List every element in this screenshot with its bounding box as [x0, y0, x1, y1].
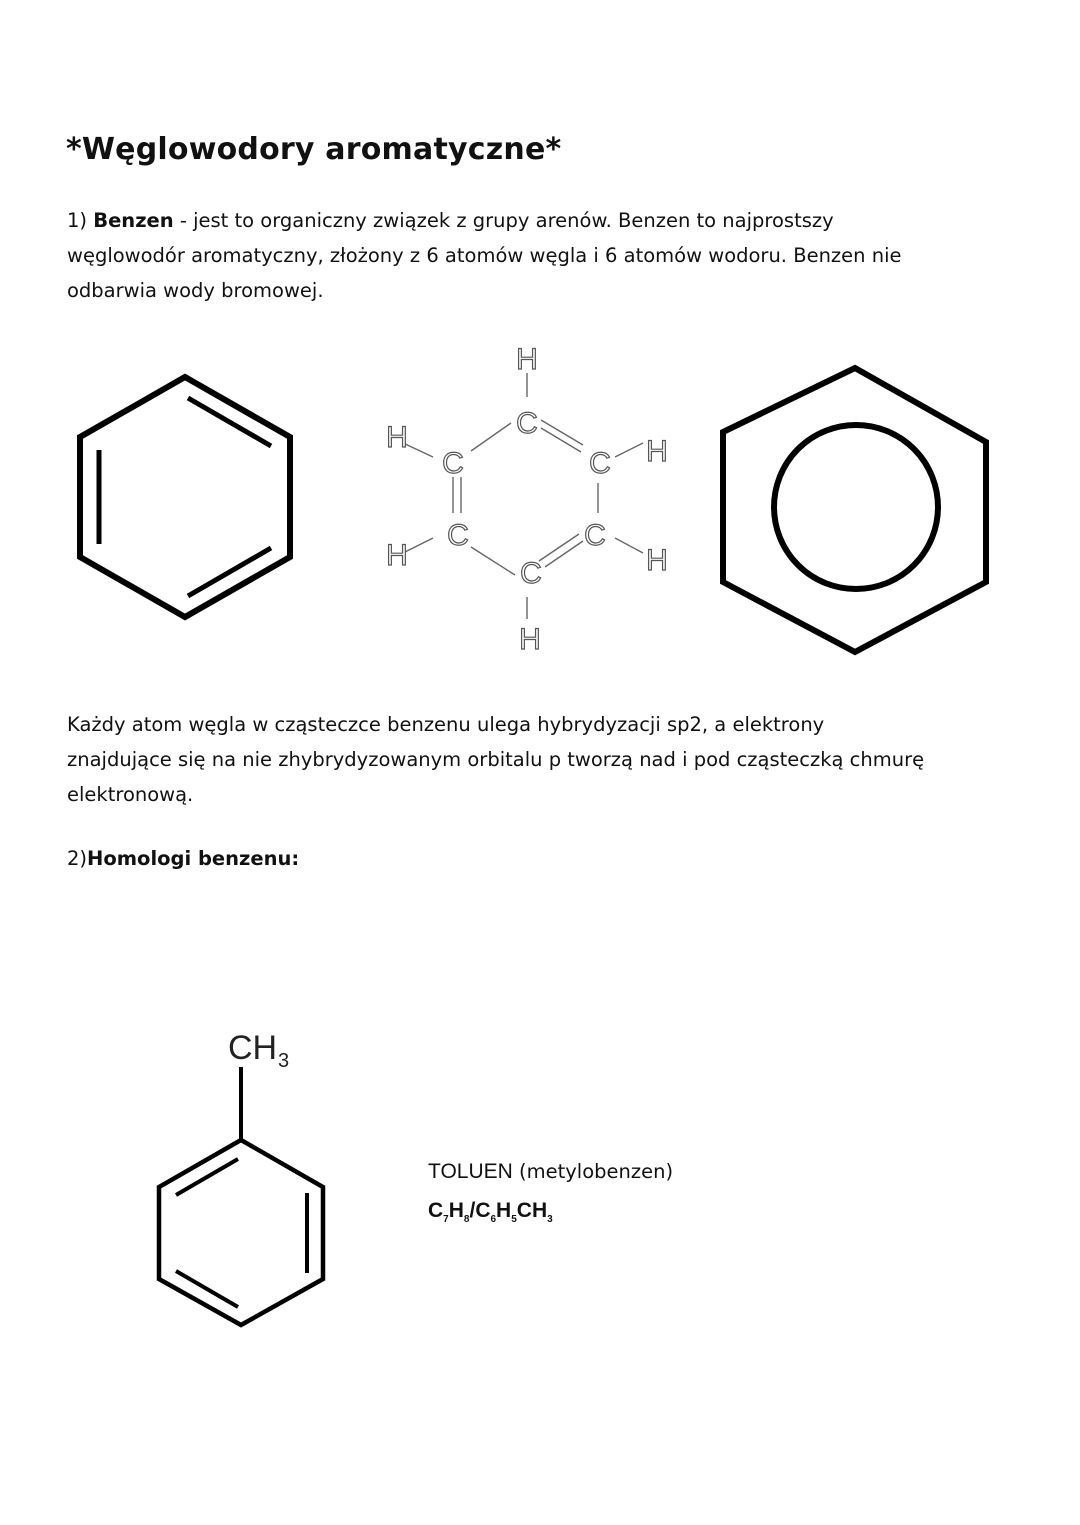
formula-subscript: 3 — [547, 1214, 553, 1226]
benzene-kekule-structure — [75, 372, 295, 622]
homologues-heading-text: Homologi benzenu: — [87, 847, 300, 870]
benzene-paragraph — [67, 203, 967, 308]
hybridization-line-3: elektronową. — [67, 783, 194, 806]
atom-h-upper-left: H — [386, 421, 408, 454]
formula-subscript: 7 — [443, 1214, 449, 1226]
formula-part: C — [475, 1199, 491, 1222]
benzene-line-1 — [67, 203, 967, 238]
atom-h-top: H — [516, 343, 538, 376]
formula-subscript: 6 — [490, 1214, 497, 1226]
term-benzen: Benzen — [93, 209, 174, 232]
formula-part: H — [496, 1199, 512, 1222]
atom-h-bottom: H — [519, 623, 541, 656]
formula-part: C — [428, 1199, 444, 1222]
toluene-name-text: TOLUEN — [428, 1160, 513, 1183]
page-title: *Węglowodory aromatyczne* — [66, 132, 562, 167]
toluene-name — [428, 1160, 673, 1184]
section-number: 2) — [67, 847, 88, 870]
atom-h-upper-right: H — [646, 435, 668, 468]
formula-part: H — [448, 1199, 464, 1222]
benzene-aromatic-structure — [720, 364, 990, 654]
atom-c-lower-left: C — [447, 519, 469, 552]
formula-subscript: 5 — [511, 1214, 517, 1226]
benzene-line-2: węglowodór aromatyczny, złożony z 6 atomów węgla i 6 atomów wodoru. Benzen nie — [67, 244, 902, 267]
toluene-name-note: (metylobenzen) — [512, 1160, 674, 1183]
atom-h-lower-left: H — [386, 539, 408, 572]
atom-c-upper-right: C — [589, 447, 611, 480]
toluene-structure — [150, 1025, 370, 1335]
atom-h-lower-right: H — [646, 544, 668, 577]
atom-c-bottom: C — [520, 557, 542, 590]
atom-c-upper-left: C — [442, 447, 464, 480]
formula-part: CH — [516, 1199, 548, 1222]
hybridization-paragraph — [67, 707, 967, 812]
benzene-line-1-text: - jest to organiczny związek z grupy arenów. Benzen to najprostszy — [173, 209, 834, 232]
toluene-formula — [428, 1199, 553, 1225]
formula-subscript: 8 — [463, 1214, 470, 1226]
methyl-group-label: CH — [228, 1029, 278, 1067]
benzene-structural-formula — [375, 335, 705, 665]
atom-c-top: C — [516, 407, 538, 440]
atom-c-lower-right: C — [584, 519, 606, 552]
methyl-group-subscript: 3 — [278, 1050, 290, 1072]
homologues-heading — [67, 847, 299, 870]
hybridization-line-1: Każdy atom węgla w cząsteczce benzenu ulega hybrydyzacji sp2, a elektrony — [67, 713, 825, 736]
section-number: 1) — [67, 209, 94, 232]
hybridization-line-2: znajdujące się na nie zhybrydyzowanym orbitalu p tworzą nad i pod cząsteczką chmurę — [67, 748, 925, 771]
benzene-line-3: odbarwia wody bromowej. — [67, 279, 324, 302]
formula-separator: / — [469, 1199, 476, 1222]
